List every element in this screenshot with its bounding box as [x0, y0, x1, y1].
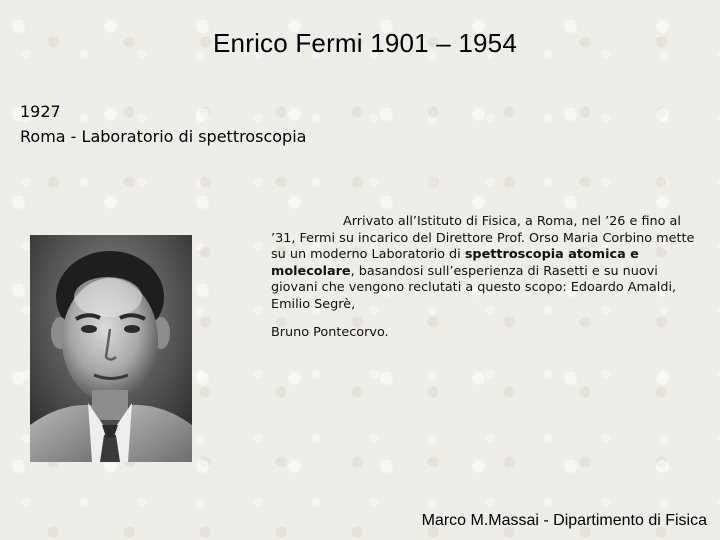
footer-credit: Marco M.Massai - Dipartimento di Fisica [421, 512, 707, 529]
body-emphasis: spettroscopia atomica e molecolare [271, 247, 639, 279]
body-intro: Arrivato all’Istituto di Fisica, a Roma, nel ’26 e fino al ’31, Fermi su incarico del Direttore Prof. Orso Maria Corbino mette su un moderno Laboratorio di [271, 214, 695, 263]
subheading [20, 99, 306, 149]
subtitle-label: Roma - Laboratorio di spettroscopia [20, 127, 307, 146]
body-paragraph-main [271, 214, 696, 314]
body-last-line: Bruno Pontecorvo. [271, 324, 389, 340]
body-paragraph [271, 214, 696, 341]
year-label: 1927 [20, 102, 61, 121]
fermi-portrait-photo [30, 235, 192, 462]
slide-title: Enrico Fermi 1901 – 1954 [213, 28, 517, 58]
body-rest: , basandosi sull’esperienza di Rasetti e su nuovi giovani che vengono reclutati a questo scopo: Edoardo Amaldi, Emilio Segrè, [271, 263, 677, 312]
